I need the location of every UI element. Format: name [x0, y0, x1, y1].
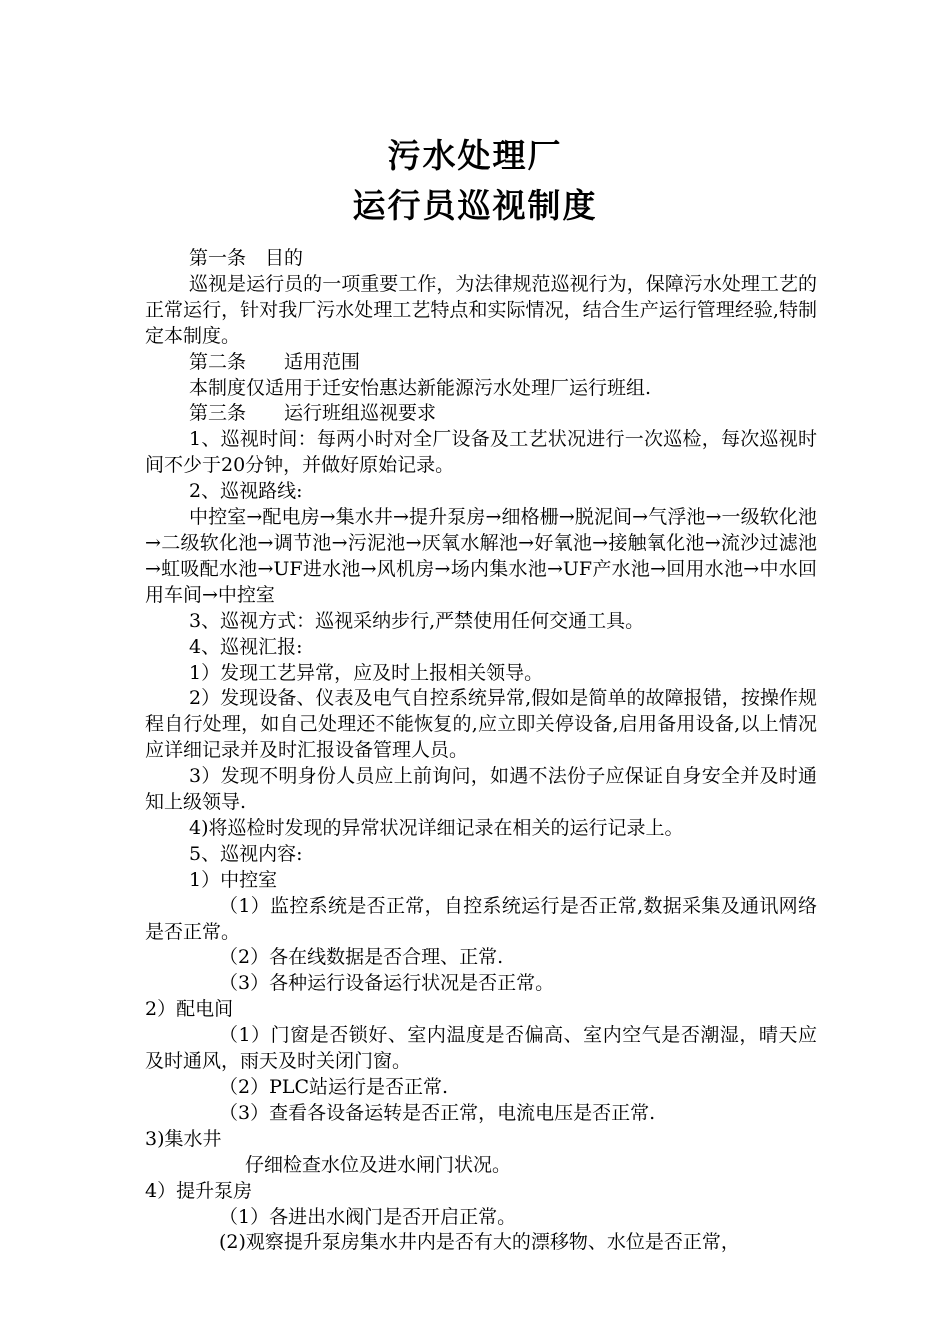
paragraph: 4)将巡检时发现的异常状况详细记录在相关的运行记录上。 — [189, 816, 684, 839]
paragraph: 第二条 适用范围 — [189, 350, 361, 373]
paragraph: （3）查看各设备运转是否正常，电流电压是否正常. — [219, 1101, 656, 1124]
paragraph: 中控室→配电房→集水井→提升泵房→细格栅→脱泥间→气浮池→一级软化池→二级软化池→调节池→污泥池→厌氧水解池→好氧池→接触氧化池→流沙过滤池→虹吸配水池→UF进水池→风机房→场内集水池→UF产水池→回用水池→中水回用车间→中控室 — [145, 506, 817, 606]
paragraph: 3、巡视方式：巡视采纳步行,严禁使用任何交通工具。 — [189, 609, 645, 632]
paragraph: 2）发现设备、仪表及电气自控系统异常,假如是简单的故障报错，按操作规程自行处理，如自己处理还不能恢复的,应立即关停设备,启用备用设备,以上情况应详细记录并及时汇报设备管理人员。 — [145, 687, 817, 762]
paragraph: 2、巡视路线: — [189, 480, 303, 503]
document-title-line2: 运行员巡视制度 — [352, 186, 598, 225]
paragraph: （2）PLC站运行是否正常. — [219, 1076, 449, 1098]
paragraph: 巡视是运行员的一项重要工作，为法律规范巡视行为，保障污水处理工艺的正常运行，针对我厂污水处理工艺特点和实际情况，结合生产运行管理经验,特制定本制度。 — [145, 272, 817, 347]
paragraph: 4、巡视汇报: — [189, 635, 303, 658]
document-body — [145, 246, 817, 1256]
paragraph: 1、巡视时间：每两小时对全厂设备及工艺状况进行一次巡检，每次巡视时间不少于20分钟，并做好原始记录。 — [145, 428, 817, 477]
paragraph: 1）中控室 — [189, 868, 278, 891]
paragraph: （1）门窗是否锁好、室内温度是否偏高、室内空气是否潮湿，晴天应及时通风，雨天及时关闭门窗。 — [145, 1024, 817, 1073]
paragraph: （3）各种运行设备运行状况是否正常。 — [219, 972, 555, 995]
paragraph: （2）各在线数据是否合理、正常. — [219, 946, 504, 969]
paragraph: 第一条 目的 — [189, 247, 304, 269]
paragraph: 本制度仅适用于迁安怡惠达新能源污水处理厂运行班组. — [189, 376, 652, 399]
paragraph: 第三条 运行班组巡视要求 — [189, 402, 437, 425]
paragraph: 4）提升泵房 — [145, 1179, 253, 1202]
paragraph: 3)集水井 — [145, 1127, 222, 1150]
paragraph: 1）发现工艺异常，应及时上报相关领导。 — [189, 661, 544, 684]
paragraph: （1）监控系统是否正常，自控系统运行是否正常,数据采集及通讯网络是否正常。 — [145, 894, 817, 943]
paragraph: 5、巡视内容: — [189, 842, 303, 865]
document-title-line1: 污水处理厂 — [387, 136, 563, 175]
paragraph: 2）配电间 — [145, 998, 234, 1021]
paragraph: （1）各进出水阀门是否开启正常。 — [219, 1205, 517, 1228]
paragraph: 仔细检查水位及进水闸门状况。 — [245, 1153, 512, 1176]
paragraph: (2)观察提升泵房集水井内是否有大的漂移物、水位是否正常， — [219, 1231, 740, 1254]
paragraph: 3）发现不明身份人员应上前询问，如遇不法份子应保证自身安全并及时通知上级领导. — [145, 765, 817, 814]
